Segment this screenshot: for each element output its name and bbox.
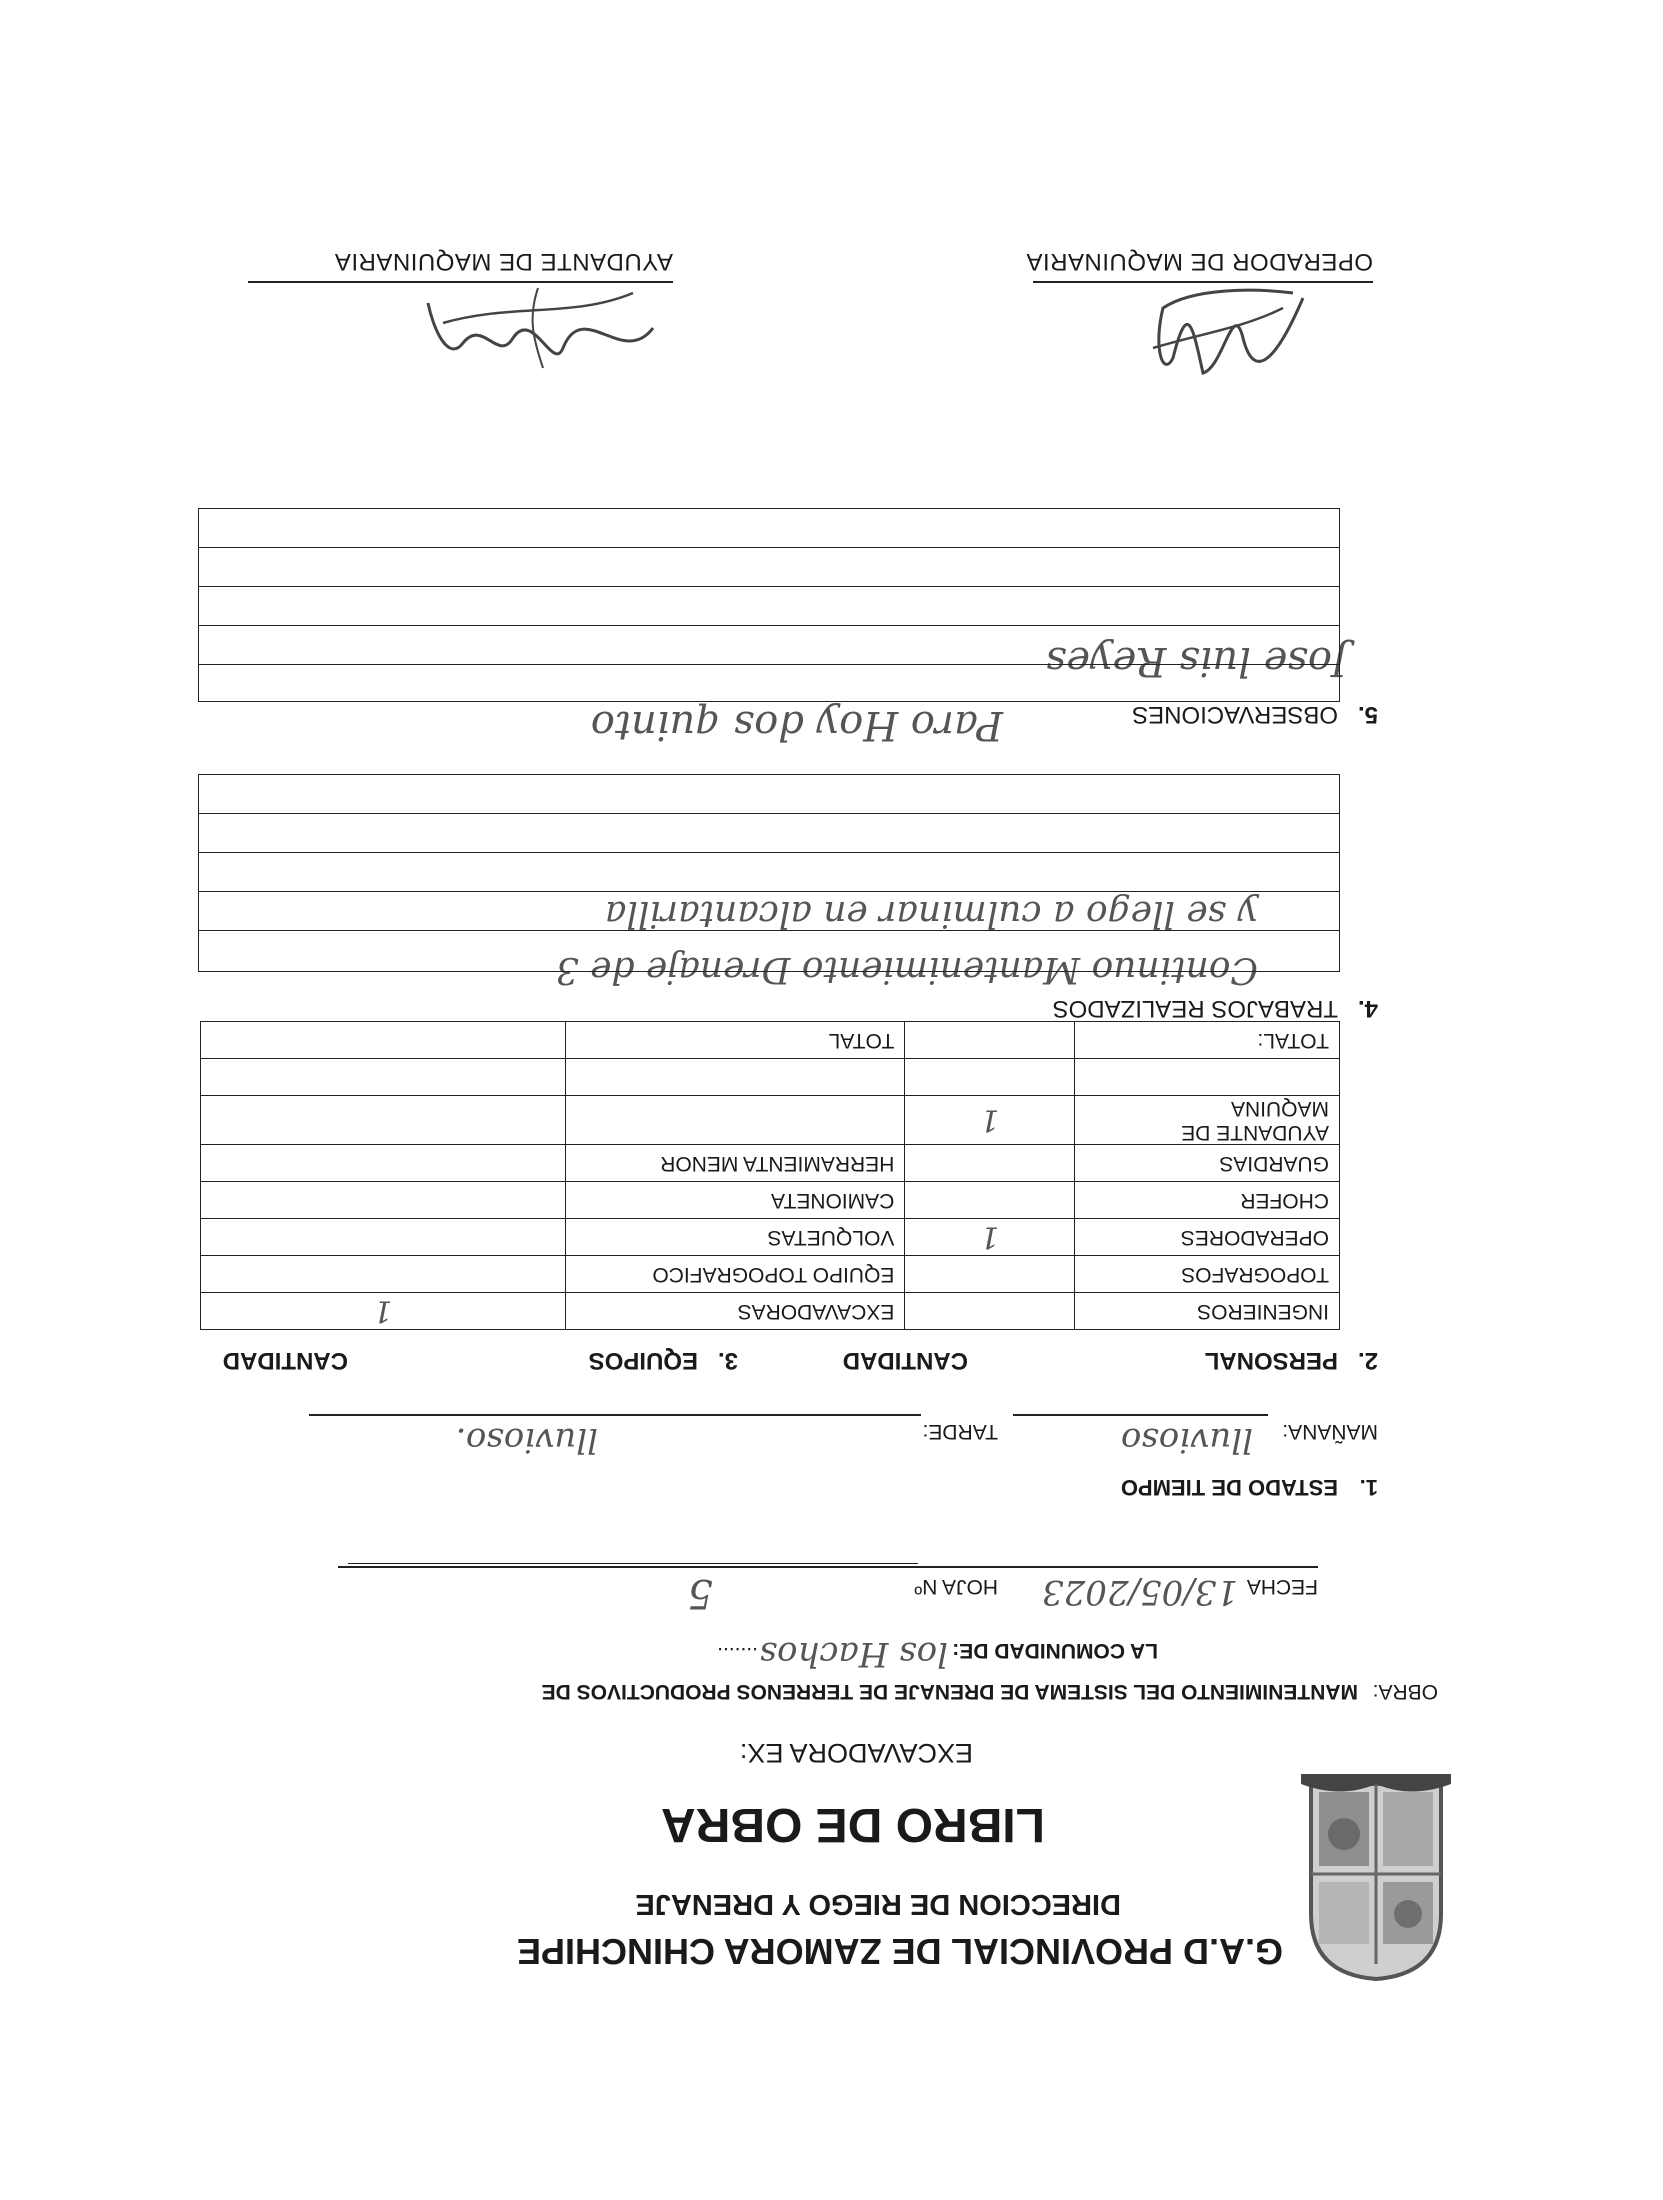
- table-row: [201, 1256, 1340, 1293]
- personal-qty-cell: 1: [905, 1219, 1075, 1256]
- manana-value: lluvioso: [1120, 1420, 1253, 1460]
- trabajos-lines: [198, 774, 1340, 972]
- trabajos-handwritten-line2: y se llego a culminar en alcantarilla: [604, 893, 1258, 934]
- assistant-signature-icon: [423, 278, 663, 388]
- personal-cell: INGENIEROS: [1075, 1293, 1340, 1330]
- total-equipos-label: TOTAL: [565, 1022, 905, 1059]
- personal-qty-cell: 1: [905, 1096, 1075, 1145]
- personal-cell: AYUDANTE DE MAQUINA: [1075, 1096, 1340, 1145]
- obra-dots: .......: [717, 1643, 758, 1666]
- hoja-value: 5: [687, 1570, 713, 1616]
- table-row: [201, 1219, 1340, 1256]
- fecha-underline: [338, 1566, 1318, 1568]
- tarde-value: lluvioso.: [455, 1420, 598, 1460]
- observaciones-handwritten-line1: Paro Hoy dos quinto: [590, 702, 1003, 748]
- personal-cell: TOPOGRAFOS: [1075, 1256, 1340, 1293]
- section2-number: 2.: [1357, 1347, 1378, 1374]
- observaciones-lines: [198, 508, 1340, 702]
- section3-title: EQUIPOS: [588, 1347, 698, 1374]
- table-row: [201, 1293, 1340, 1330]
- assistant-label: AYUDANTE DE MAQUINARIA: [334, 248, 673, 275]
- section1-number: 1.: [1359, 1475, 1378, 1500]
- section4-number: 4.: [1357, 995, 1378, 1022]
- total-personal-qty: [905, 1022, 1075, 1059]
- equipo-cell: HERRAMIENTA MENOR: [565, 1145, 905, 1182]
- fecha-label: FECHA: [1246, 1575, 1318, 1598]
- personal-cell: [1075, 1059, 1340, 1096]
- table-row: [201, 1145, 1340, 1182]
- equipo-cell: [565, 1059, 905, 1096]
- provincial-seal-icon: [1301, 1774, 1451, 1984]
- book-title: LIBRO DE OBRA: [661, 1798, 1045, 1851]
- section5-number: 5.: [1357, 701, 1378, 728]
- equipo-cell: EXCAVADORAS: [565, 1293, 905, 1330]
- operator-label: OPERADOR DE MAQUINARIA: [1025, 248, 1373, 275]
- fecha-value: 13/05/2023: [1042, 1572, 1238, 1612]
- tarde-label: TARDE:: [922, 1420, 998, 1443]
- total-equipos-qty: [201, 1022, 566, 1059]
- manana-label: MAÑANA:: [1282, 1420, 1378, 1443]
- equipo-cell: CAMIONETA: [565, 1182, 905, 1219]
- personal-cell: GUARDIAS: [1075, 1145, 1340, 1182]
- section3-qty-header: CANTIDAD: [222, 1347, 348, 1374]
- section2-title: PERSONAL: [1204, 1347, 1338, 1374]
- equipo-qty-cell: [201, 1145, 566, 1182]
- section5-title: OBSERVACIONES: [1132, 701, 1338, 728]
- equipo-cell: VOLQUETAS: [565, 1219, 905, 1256]
- institution-title: G.A.D PROVINCIAL DE ZAMORA CHINCHIPE: [516, 1931, 1283, 1972]
- observaciones-handwritten-line2: Jose luis Reyes: [1045, 638, 1348, 684]
- table-row: [201, 1096, 1340, 1145]
- equipo-cell: EQUIPO TOPOGRAFICO: [565, 1256, 905, 1293]
- department-subtitle: DIRECCION DE RIEGO Y DRENAJE: [635, 1888, 1121, 1920]
- table-row: [201, 1059, 1340, 1096]
- obra-description-line1: MANTENIMIENTO DEL SISTEMA DE DRENAJE DE TERRENOS PRODUCTIVOS DE: [541, 1680, 1358, 1703]
- personal-qty-cell: [905, 1256, 1075, 1293]
- operator-signature-icon: [1143, 273, 1313, 388]
- section2-qty-header: CANTIDAD: [842, 1347, 968, 1374]
- hoja-label: HOJA Nº: [914, 1575, 998, 1598]
- personal-cell: OPERADORES: [1075, 1219, 1340, 1256]
- equipo-qty-cell: [201, 1059, 566, 1096]
- personal-qty-cell: [905, 1182, 1075, 1219]
- personal-qty-cell: [905, 1293, 1075, 1330]
- equipo-qty-cell: [201, 1256, 566, 1293]
- personal-qty-cell: [905, 1059, 1075, 1096]
- equipo-qty-cell: [201, 1096, 566, 1145]
- hoja-underline: [348, 1563, 918, 1564]
- table-row: [201, 1182, 1340, 1219]
- equipo-qty-cell: [201, 1182, 566, 1219]
- obra-label: OBRA:: [1372, 1680, 1438, 1703]
- equipo-qty-cell: 1: [201, 1293, 566, 1330]
- community-handwritten: los Hachos: [759, 1634, 948, 1674]
- total-personal-label: TOTAL:: [1075, 1022, 1340, 1059]
- operator-signature-line: [1033, 281, 1373, 283]
- assistant-signature-line: [248, 281, 673, 283]
- equipo-qty-cell: [201, 1219, 566, 1256]
- section1-title: ESTADO DE TIEMPO: [1120, 1475, 1338, 1500]
- section4-title: TRABAJOS REALIZADOS: [1052, 995, 1338, 1022]
- obra-community-label: LA COMUNIDAD DE:: [952, 1639, 1158, 1662]
- personal-qty-cell: [905, 1145, 1075, 1182]
- trabajos-handwritten-line1: Continuo Mantenimiento Drenaje de 3: [555, 949, 1258, 990]
- equipo-cell: [565, 1096, 905, 1145]
- section3-number: 3.: [717, 1347, 738, 1374]
- manana-underline: [1013, 1414, 1268, 1416]
- personal-cell: CHOFER: [1075, 1182, 1340, 1219]
- resources-table: [200, 1021, 1340, 1330]
- tarde-underline: [309, 1414, 921, 1416]
- machine-label: EXCAVADORA EX:: [739, 1738, 973, 1768]
- totals-row: [201, 1022, 1340, 1059]
